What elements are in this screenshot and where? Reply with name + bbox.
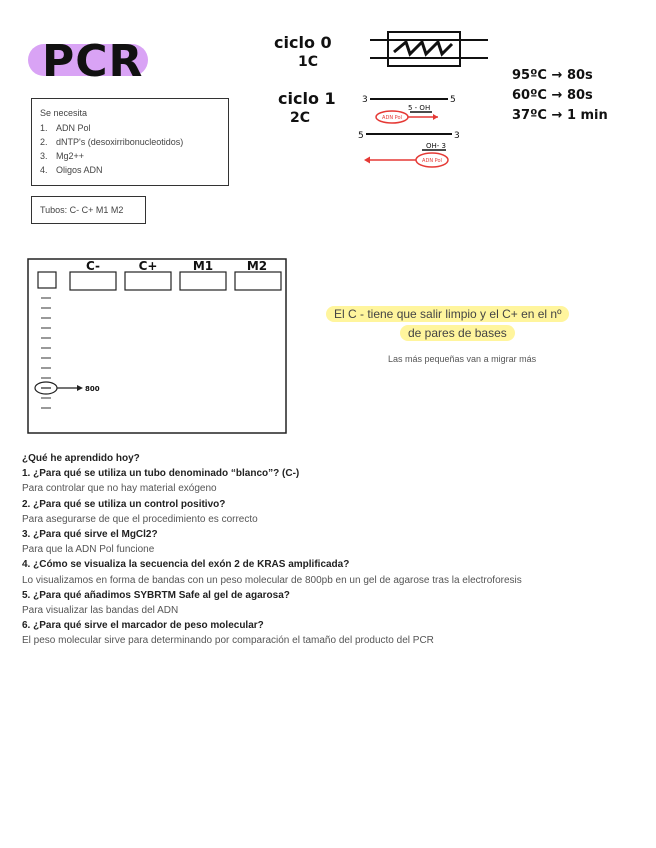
question: 3. ¿Para qué sirve el MgCl2? xyxy=(22,529,158,541)
svg-text:C-: C- xyxy=(85,259,101,273)
cycle0-label: ciclo 0 xyxy=(274,33,332,52)
list-item: 4. Oligos ADN xyxy=(40,165,103,175)
primer-label: 5 - OH xyxy=(408,104,431,112)
cycle0-count: 1C xyxy=(298,54,319,70)
answer: Para controlar que no hay material exógeno xyxy=(22,483,217,495)
gel-diagram xyxy=(27,258,287,434)
question: 4. ¿Cómo se visualiza la secuencia del exón 2 de KRAS amplificada? xyxy=(22,559,350,571)
temperature-steps xyxy=(512,66,608,126)
tubes-box xyxy=(31,196,146,224)
band-size-label: 800 xyxy=(85,385,100,393)
list-item: 3. Mg2++ xyxy=(40,151,85,161)
polymerase-label: ADN Pol xyxy=(422,158,442,164)
list-item: 2. dNTP's (desoxirribonucleotidos) xyxy=(40,137,184,147)
svg-text:M2: M2 xyxy=(246,259,268,273)
answer: Para asegurarse de que el procedimiento es correcto xyxy=(22,513,258,525)
quiz-heading: ¿Qué he aprendido hoy? xyxy=(22,453,140,464)
question: 6. ¿Para qué sirve el marcador de peso molecular? xyxy=(22,620,264,632)
question: 5. ¿Para qué añadimos SYBRTM Safe al gel de agarosa? xyxy=(22,589,290,601)
temperature-step: 37ºC → 1 min xyxy=(512,108,608,123)
note-highlight: de pares de bases xyxy=(400,325,515,341)
note-highlight: El C - tiene que salir limpio y el C+ en el nº xyxy=(326,306,569,322)
strand-end-label: 5 xyxy=(450,95,456,105)
requirements-list xyxy=(40,121,183,177)
requirements-box xyxy=(31,98,229,186)
answer: Para visualizar las bandas del ADN xyxy=(22,605,179,617)
answer: El peso molecular sirve para determinando por comparación el tamaño del producto del PCR xyxy=(22,635,434,647)
pcr-cycle-diagram xyxy=(260,22,500,182)
strand-end-label: 5 xyxy=(358,131,364,141)
primer-label: OH- 3 xyxy=(426,142,446,150)
temperature-step: 95ºC → 80s xyxy=(512,68,593,83)
question: 1. ¿Para qué se utiliza un tubo denominado “blanco”? (C-) xyxy=(22,468,300,480)
quiz-section xyxy=(22,451,522,649)
dsdna-icon xyxy=(370,32,488,66)
cycle1-count: 2C xyxy=(290,110,311,126)
strand-end-label: 3 xyxy=(362,95,368,105)
temperature-step: 60ºC → 80s xyxy=(512,88,593,103)
svg-text:C+: C+ xyxy=(138,259,158,273)
svg-text:M1: M1 xyxy=(192,259,214,273)
requirements-heading: Se necesita xyxy=(40,108,88,118)
strand-end-label: 3 xyxy=(454,131,460,141)
note-small: Las más pequeñas van a migrar más xyxy=(388,354,537,364)
question: 2. ¿Para qué se utiliza un control positivo? xyxy=(22,498,226,510)
page-title: PCR xyxy=(42,36,144,87)
polymerase-label: ADN Pol xyxy=(382,115,402,121)
tubes-label: Tubos: C- C+ M1 M2 xyxy=(40,205,124,215)
cycle1-label: ciclo 1 xyxy=(278,89,336,108)
answer: Para que la ADN Pol funcione xyxy=(22,544,155,556)
answer: Lo visualizamos en forma de bandas con un peso molecular de 800pb en un gel de agarose tras la electroforesis xyxy=(22,574,522,586)
list-item: 1. ADN Pol xyxy=(40,123,91,133)
gel-frame xyxy=(28,259,286,433)
